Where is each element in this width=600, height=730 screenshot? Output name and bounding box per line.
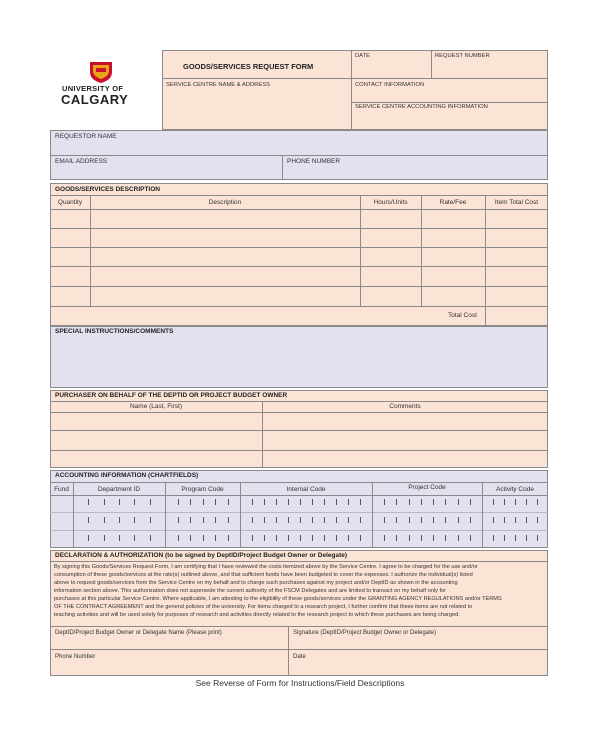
digit-tick xyxy=(493,499,494,505)
col-comments: Comments xyxy=(389,403,421,410)
digit-tick xyxy=(276,499,277,505)
digit-tick xyxy=(134,517,135,523)
digit-tick xyxy=(190,499,191,505)
declaration-date-label: Date xyxy=(293,654,306,660)
declaration-line-7: teaching activities and will be used solely for purposes of research and activities directly related to the research project to which these purchases are being charged. xyxy=(54,612,460,618)
digit-tick xyxy=(445,517,446,523)
digit-tick xyxy=(470,499,471,505)
digit-tick xyxy=(104,499,105,505)
digit-tick xyxy=(264,499,265,505)
phone-number-label: PHONE NUMBER xyxy=(287,158,341,165)
university-logo xyxy=(58,60,148,110)
digit-tick xyxy=(203,535,204,541)
declaration-line-4: information section above. This authorization does not supersede the current authority of the FSCM Delegates and are limited to transact on my behalf only for xyxy=(54,588,446,594)
digit-tick xyxy=(228,517,229,523)
digit-tick xyxy=(421,517,422,523)
digit-tick xyxy=(288,499,289,505)
digit-tick xyxy=(228,535,229,541)
logo-line1: UNIVERSITY OF xyxy=(62,84,124,93)
col-fund: Fund xyxy=(54,486,69,493)
col-quantity: Quantity xyxy=(57,199,83,206)
digit-tick xyxy=(421,535,422,541)
digit-tick xyxy=(312,499,313,505)
digit-tick xyxy=(384,535,385,541)
digit-tick xyxy=(360,499,361,505)
digit-tick xyxy=(409,535,410,541)
request-number-label: REQUEST NUMBER xyxy=(435,53,490,59)
digit-tick xyxy=(421,499,422,505)
digit-tick xyxy=(252,535,253,541)
date-label: DATE xyxy=(355,53,371,59)
digit-tick xyxy=(493,535,494,541)
digit-tick xyxy=(215,535,216,541)
digit-tick xyxy=(150,499,151,505)
col-rate-fee: Rate/Fee xyxy=(439,199,467,206)
digit-tick xyxy=(88,499,89,505)
digit-tick xyxy=(458,499,459,505)
digit-tick xyxy=(276,535,277,541)
special-instructions-title: SPECIAL INSTRUCTIONS/COMMENTS xyxy=(55,328,174,335)
col-description: Description xyxy=(208,199,242,206)
digit-tick xyxy=(384,517,385,523)
digit-tick xyxy=(409,517,410,523)
digit-tick xyxy=(470,517,471,523)
digit-tick xyxy=(88,535,89,541)
digit-tick xyxy=(515,535,516,541)
digit-tick xyxy=(203,499,204,505)
digit-tick xyxy=(264,535,265,541)
digit-tick xyxy=(178,517,179,523)
digit-tick xyxy=(190,535,191,541)
digit-tick xyxy=(470,535,471,541)
digit-tick xyxy=(276,517,277,523)
crest-icon xyxy=(88,60,114,84)
digit-tick xyxy=(384,499,385,505)
logo-line2: CALGARY xyxy=(61,92,129,107)
digit-tick xyxy=(458,517,459,523)
digit-tick xyxy=(396,535,397,541)
digit-tick xyxy=(504,535,505,541)
digit-tick xyxy=(515,499,516,505)
digit-tick xyxy=(445,535,446,541)
digit-tick xyxy=(288,535,289,541)
col-program-code: Program Code xyxy=(181,486,224,493)
col-hours-units: Hours/Units xyxy=(373,199,408,206)
declaration-line-3: above to request goods/services from the Service Centre on my behalf and to charge such purchases against my project and/or DeptID as shown in the accounting xyxy=(54,580,458,586)
digit-tick xyxy=(348,535,349,541)
digit-tick xyxy=(104,535,105,541)
purchaser-title: PURCHASER ON BEHALF OF THE DEPTID OR PROJECT BUDGET OWNER xyxy=(55,392,288,399)
digit-tick xyxy=(537,517,538,523)
digit-tick xyxy=(252,499,253,505)
digit-tick xyxy=(312,535,313,541)
digit-tick xyxy=(336,499,337,505)
digit-tick xyxy=(288,517,289,523)
digit-tick xyxy=(150,517,151,523)
digit-tick xyxy=(433,535,434,541)
declaration-line-6: OF THE CONTRACT AGREEMENT and the general policies of the university. For items charged to a research project, I further confirm that these items are not related to xyxy=(54,604,473,610)
col-project-code: Project Code xyxy=(408,484,446,491)
digit-tick xyxy=(215,499,216,505)
digit-tick xyxy=(104,517,105,523)
digit-tick xyxy=(312,517,313,523)
digit-tick xyxy=(445,499,446,505)
digit-tick xyxy=(300,499,301,505)
col-activity-code: Activity Code xyxy=(496,486,534,493)
digit-tick xyxy=(537,535,538,541)
digit-tick xyxy=(396,499,397,505)
digit-tick xyxy=(134,535,135,541)
digit-tick xyxy=(336,535,337,541)
digit-tick xyxy=(433,499,434,505)
digit-tick xyxy=(300,535,301,541)
digit-tick xyxy=(396,517,397,523)
digit-tick xyxy=(433,517,434,523)
digit-tick xyxy=(324,499,325,505)
digit-tick xyxy=(203,517,204,523)
service-centre-label: SERVICE CENTRE NAME & ADDRESS xyxy=(166,82,270,88)
digit-tick xyxy=(537,499,538,505)
form-title: GOODS/SERVICES REQUEST FORM xyxy=(183,62,314,71)
digit-tick xyxy=(150,535,151,541)
digit-tick xyxy=(228,499,229,505)
declaration-title: DECLARATION & AUTHORIZATION (to be signed by DeptID/Project Budget Owner or Delegate) xyxy=(55,552,348,559)
digit-tick xyxy=(409,499,410,505)
signature-label: Signature (DeptID/Project Budget Owner or Delegate) xyxy=(293,630,437,636)
digit-tick xyxy=(360,517,361,523)
digit-tick xyxy=(178,535,179,541)
digit-tick xyxy=(348,517,349,523)
digit-tick xyxy=(134,499,135,505)
digit-tick xyxy=(336,517,337,523)
digit-tick xyxy=(458,535,459,541)
declaration-line-1: By signing this Goods/Services Request Form, I am certifying that I have reviewed the costs itemized above by the Service Centre. I agree to be charged for the use and/or xyxy=(54,564,478,570)
special-instructions-section xyxy=(50,326,548,388)
declaration-line-5: purchases at this particular Service Centre. Where applicable, I am attesting to the eligibility of these goods/services under the GRANTING AGENCY REGULATIONS and/or TERMS xyxy=(54,596,502,602)
declaration-phone-label: Phone Number xyxy=(55,654,96,660)
digit-tick xyxy=(504,499,505,505)
total-cost-label: Total Cost xyxy=(448,312,477,319)
digit-tick xyxy=(190,517,191,523)
digit-tick xyxy=(119,535,120,541)
footer-note: See Reverse of Form for Instructions/Field Descriptions xyxy=(195,678,405,688)
col-internal-code: Internal Code xyxy=(286,486,326,493)
accounting-title: ACCOUNTING INFORMATION (CHARTFIELDS) xyxy=(55,472,199,479)
digit-tick xyxy=(515,517,516,523)
email-address-label: EMAIL ADDRESS xyxy=(55,158,108,165)
digit-tick xyxy=(215,517,216,523)
digit-tick xyxy=(360,535,361,541)
col-name-last-first: Name (Last, First) xyxy=(129,403,182,410)
contact-information-label: CONTACT INFORMATION xyxy=(355,82,425,88)
service-centre-account-label: SERVICE CENTRE ACCOUNTING INFORMATION xyxy=(355,104,488,110)
digit-tick xyxy=(324,535,325,541)
digit-tick xyxy=(252,517,253,523)
goods-section-title: GOODS/SERVICES DESCRIPTION xyxy=(55,186,160,193)
digit-tick xyxy=(119,499,120,505)
digit-tick xyxy=(119,517,120,523)
digit-tick xyxy=(526,499,527,505)
digit-tick xyxy=(324,517,325,523)
declaration-line-2: consumption of these goods/services at the rate(s) outlined above, and that sufficient funds have been budgeted to cover the expenses. I authorize the individual(s) listed xyxy=(54,572,473,578)
deptid-owner-name-label: DeptID/Project Budget Owner or Delegate Name (Please print) xyxy=(55,630,222,636)
digit-tick xyxy=(178,499,179,505)
digit-tick xyxy=(504,517,505,523)
digit-tick xyxy=(526,517,527,523)
digit-tick xyxy=(348,499,349,505)
digit-tick xyxy=(300,517,301,523)
digit-tick xyxy=(88,517,89,523)
col-item-total-cost: Item Total Cost xyxy=(494,199,539,206)
requestor-name-label: REQUESTOR NAME xyxy=(55,133,117,140)
digit-tick xyxy=(493,517,494,523)
col-department-id: Department ID xyxy=(97,486,141,493)
digit-tick xyxy=(526,535,527,541)
digit-tick xyxy=(264,517,265,523)
